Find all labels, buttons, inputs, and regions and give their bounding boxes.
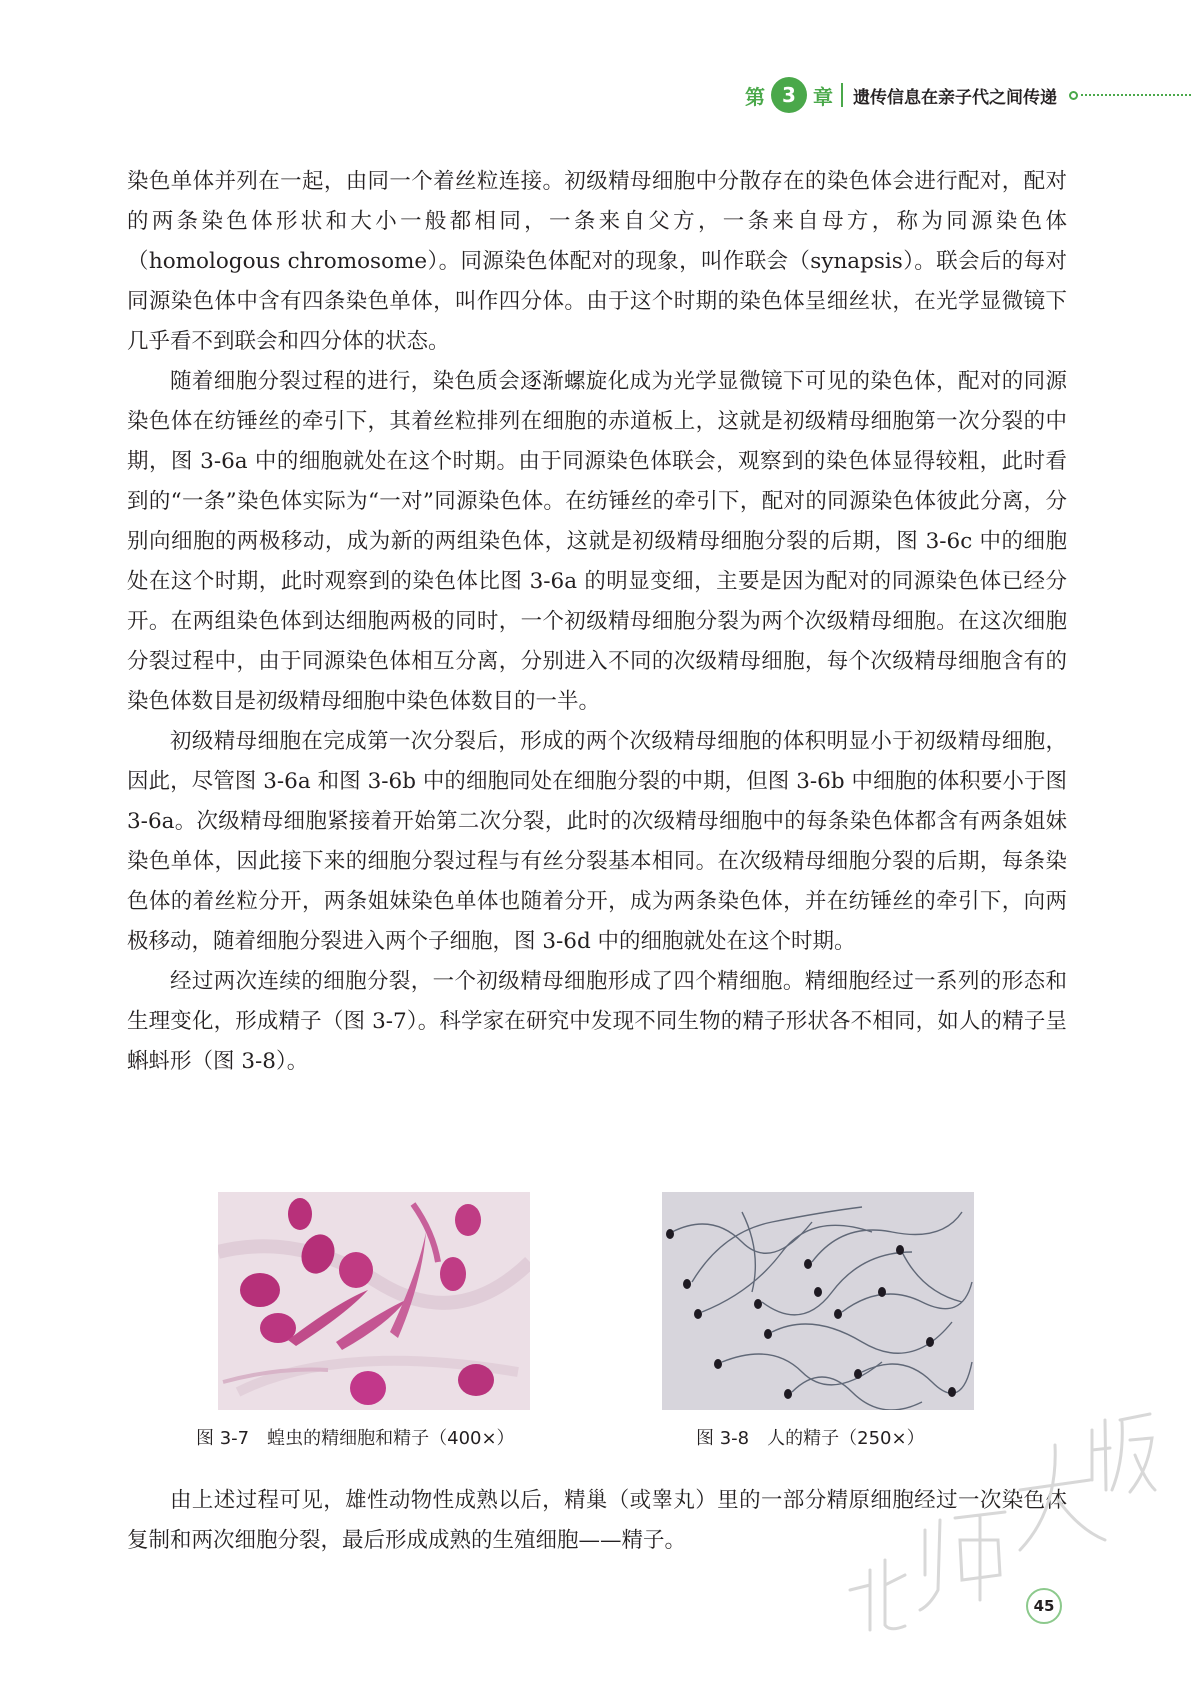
paragraph-2: 随着细胞分裂过程的进行，染色质会逐渐螺旋化成为光学显微镜下可见的染色体，配对的同源染色体在纺锤丝的牵引下，其着丝粒排列在细胞的赤道板上，这就是初级精母细胞第一次分裂的中期，图 3-6a 中的细胞就处在这个时期。由于同源染色体联会，观察到的染色体显得较粗，此时看到的“一条”染色体实际为“一对”同源染色体。在纺锤丝的牵引下，配对的同源染色体彼此分离，分别向细胞的两极移动，成为新的两组染色体，这就是初级精母细胞分裂的后期，图 3-6c 中的细胞处在这个时期，此时观察到的染色体比图 3-6a 的明显变细，主要是因为配对的同源染色体已经分开。在两组染色体到达细胞两极的同时，一个初级精母细胞分裂为两个次级精母细胞。在这次细胞分裂过程中，由于同源染色体相互分离，分别进入不同的次级精母细胞，每个次级精母细胞含有的染色体数目是初级精母细胞中染色体数目的一半。	[127, 369, 1067, 714]
figure-caption-text: 蝗虫的精细胞和精子（400×）	[267, 1428, 515, 1449]
paragraph-1: 染色单体并列在一起，由同一个着丝粒连接。初级精母细胞中分散存在的染色体会进行配对，配对的两条染色体形状和大小一般都相同，一条来自父方，一条来自母方，称为同源染色体（homologous chromosome）。同源染色体配对的现象，叫作联会（synapsis）。联会后的每对同源染色体中含有四条染色单体，叫作四分体。由于这个时期的染色体呈细丝状，在光学显微镜下几乎看不到联会和四分体的状态。	[127, 169, 1067, 354]
chapter-number-badge: 3	[771, 77, 807, 113]
body-text	[127, 162, 1067, 1082]
chapter-suffix: 章	[813, 84, 833, 109]
figure-caption-text: 人的精子（250×）	[767, 1428, 925, 1449]
figure-number: 图 3-8	[696, 1428, 750, 1449]
chapter-prefix: 第	[745, 84, 765, 109]
closing-paragraph: 由上述过程可见，雄性动物性成熟以后，精巢（或睾丸）里的一部分精原细胞经过一次染色体复制和两次细胞分裂，最后形成成熟的生殖细胞——精子。	[127, 1488, 1067, 1553]
closing-text	[127, 1481, 1067, 1561]
figure-caption	[696, 1424, 925, 1450]
figure-number: 图 3-7	[196, 1428, 250, 1449]
ring-icon	[1069, 91, 1078, 100]
page-number: 45	[1026, 1588, 1062, 1624]
chapter-header	[745, 78, 1191, 112]
figure-caption	[196, 1424, 515, 1450]
chapter-title: 遗传信息在亲子代之间传递	[853, 87, 1057, 108]
micrograph-human-sperm-image	[662, 1192, 974, 1410]
micrograph-locust-sperm-image	[218, 1192, 530, 1410]
paragraph-4: 经过两次连续的细胞分裂，一个初级精母细胞形成了四个精细胞。精细胞经过一系列的形态和生理变化，形成精子（图 3-7）。科学家在研究中发现不同生物的精子形状各不相同，如人的精子呈蝌蚪形（图 3-8）。	[127, 969, 1067, 1074]
paragraph-3: 初级精母细胞在完成第一次分裂后，形成的两个次级精母细胞的体积明显小于初级精母细胞，因此，尽管图 3-6a 和图 3-6b 中的细胞同处在细胞分裂的中期，但图 3-6b 中细胞的体积要小于图 3-6a。次级精母细胞紧接着开始第二次分裂，此时的次级精母细胞中的每条染色体都含有两条姐妹染色单体，因此接下来的细胞分裂过程与有丝分裂基本相同。在次级精母细胞分裂的后期，每条染色体的着丝粒分开，两条姐妹染色单体也随着分开，成为两条染色体，并在纺锤丝的牵引下，向两极移动，随着细胞分裂进入两个子细胞，图 3-6d 中的细胞就处在这个时期。	[127, 729, 1067, 954]
header-divider	[841, 83, 843, 107]
dotted-rule	[1081, 94, 1191, 96]
